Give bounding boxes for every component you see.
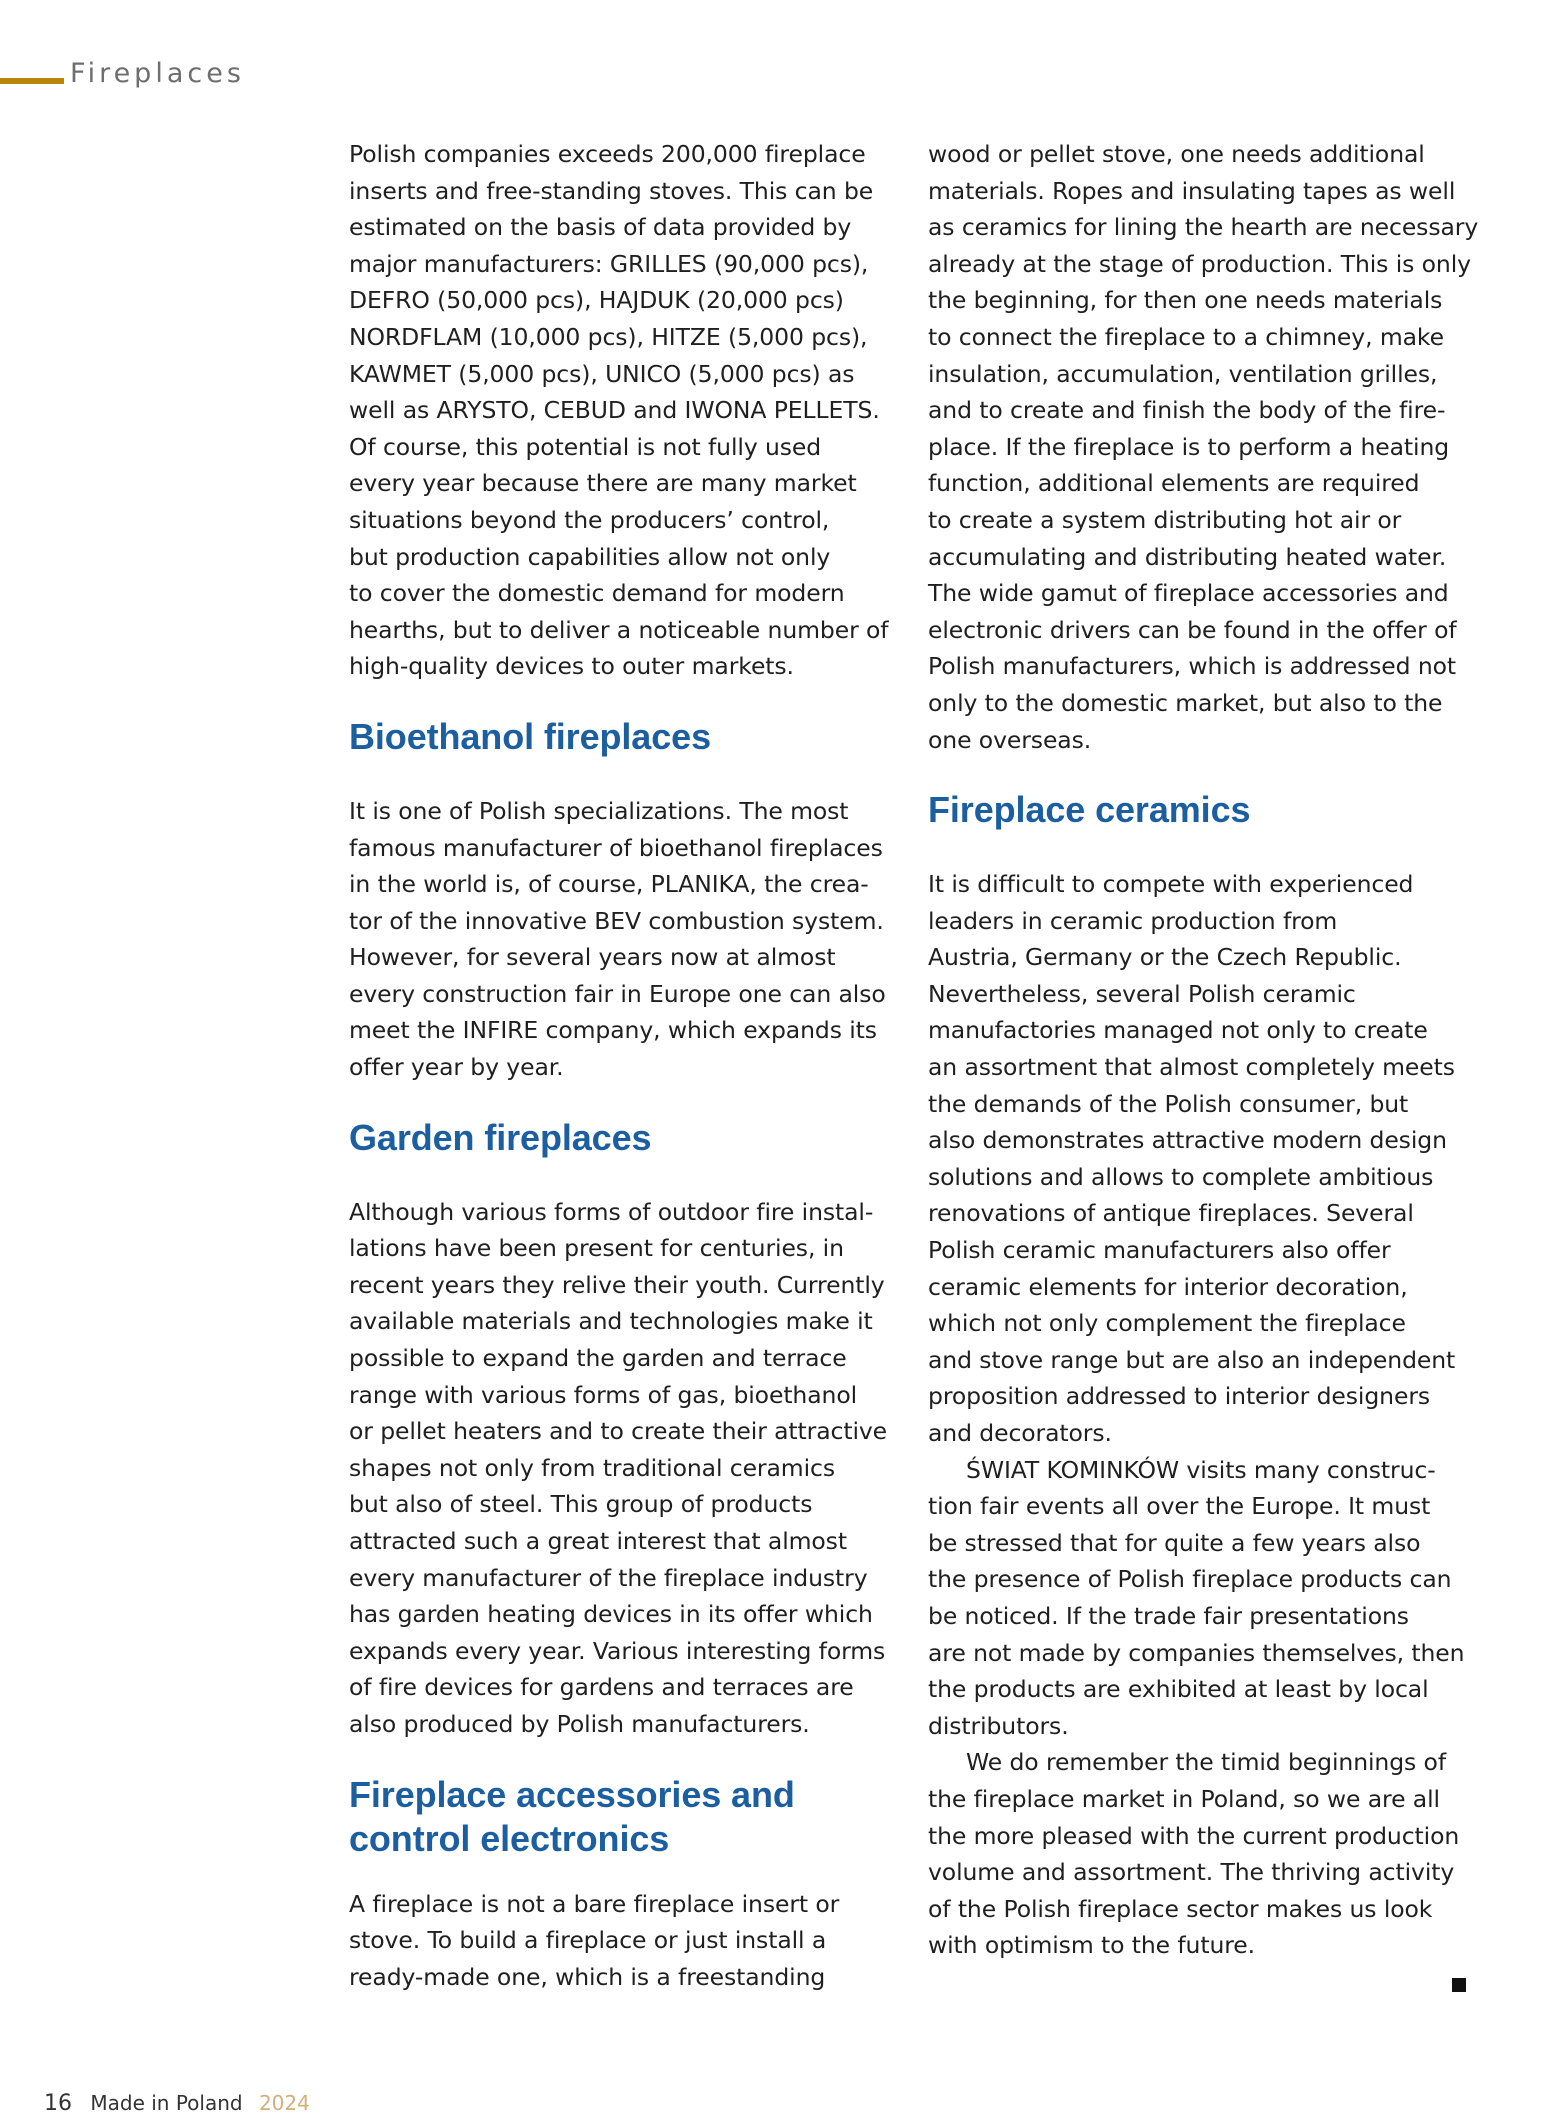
paragraph-swiat-kominkow: ŚWIAT KOMINKÓW visits many construc- tion fair events all over the Europe. It must be stressed that for quite a few years also the presence of Polish fireplace products can be noticed. If the trade fair presentations are not made by companies themselves, then the products are exhibited at least by local distributors. (928, 1455, 1465, 1740)
page-footer (44, 2092, 310, 2115)
section-label: Fireplaces (70, 58, 245, 89)
section-accent-bar (0, 78, 64, 84)
page-number: 16 (44, 2091, 72, 2116)
paragraph-conclusion: We do remember the timid beginnings of the fireplace market in Poland, so we are all the more pleased with the current production volume and assortment. The thriving activity of the Polish fireplace sector makes us look with optimism to the future. (928, 1748, 1460, 1960)
paragraph-garden: Although various forms of outdoor fire instal- lations have been present for centuries, in recent years they relive their youth. Currently available materials and technologies make it possible to expand the garden and terrace range with various forms of gas, bioethanol or pellet heaters and to create their attractive shapes not only from traditional ceramics but also of steel. This group of products attracted such a great interest that almost every manufacturer of the fireplace industry has garden heating devices in its offer which expands every year. Various interesting forms of fire devices for gardens and terraces are also produced by Polish manufacturers. (349, 1197, 888, 1738)
publication-year: 2024 (258, 2091, 310, 2115)
article-end-square-icon (1452, 1978, 1466, 1992)
heading-garden: Garden fireplaces (349, 1116, 652, 1158)
paragraph-accessories: A fireplace is not a bare fireplace insert or stove. To build a fireplace or just install a ready-made one, which is a freestanding (349, 1889, 840, 1991)
heading-bioethanol: Bioethanol fireplaces (349, 715, 711, 757)
right-column (928, 136, 1484, 1964)
paragraph-materials: wood or pellet stove, one needs additional materials. Ropes and insulating tapes as well as ceramics for lining the hearth are necessary already at the stage of production. This is only the beginning, for then one needs materials to connect the fireplace to a chimney, make insulation, accumulation, ventilation grilles, and to create and finish the body of the fire- place. If the fireplace is to perform a heating function, additional elements are required to create a system distributing hot air or accumulating and distributing heated water. The wide gamut of fireplace accessories and electronic drivers can be found in the offer of Polish manufacturers, which is addressed not only to the domestic market, but also to the one overseas. (928, 140, 1479, 754)
left-column (349, 136, 899, 1995)
heading-accessories: Fireplace accessories and control electronics (349, 1773, 795, 1859)
paragraph-production: Polish companies exceeds 200,000 fireplace inserts and free-standing stoves. This can be estimated on the basis of data provided by major manufacturers: GRILLES (90,000 pcs), DEFRO (50,000 pcs), HAJDUK (20,000 pcs) NORDFLAM (10,000 pcs), HITZE (5,000 pcs), KAWMET (5,000 pcs), UNICO (5,000 pcs) as well as ARYSTO, CEBUD and IWONA PELLETS. Of course, this potential is not fully used every year because there are many market situations beyond the producers’ control, but production capabilities allow not only to cover the domestic demand for modern hearths, but to deliver a noticeable number of high-quality devices to outer markets. (349, 140, 889, 681)
publication-name: Made in Poland (90, 2091, 243, 2115)
paragraph-ceramics: It is difficult to compete with experienced leaders in ceramic production from Austria, Germany or the Czech Republic. Nevertheless, several Polish ceramic manufactories managed not only to create an assortment that almost completely meets the demands of the Polish consumer, but also demonstrates attractive modern design solutions and allows to complete ambitious renovations of antique fireplaces. Several Polish ceramic manufacturers also offer ceramic elements for interior decoration, which not only complement the fireplace and stove range but are also an independent proposition addressed to interior designers and decorators. (928, 870, 1456, 1447)
paragraph-bioethanol: It is one of Polish specializations. The most famous manufacturer of bioethanol fireplaces in the world is, of course, PLANIKA, the crea- tor of the innovative BEV combustion system. However, for several years now at almost every construction fair in Europe one can also meet the INFIRE company, which expands its offer year by year. (349, 796, 886, 1082)
heading-ceramics: Fireplace ceramics (928, 789, 1251, 831)
